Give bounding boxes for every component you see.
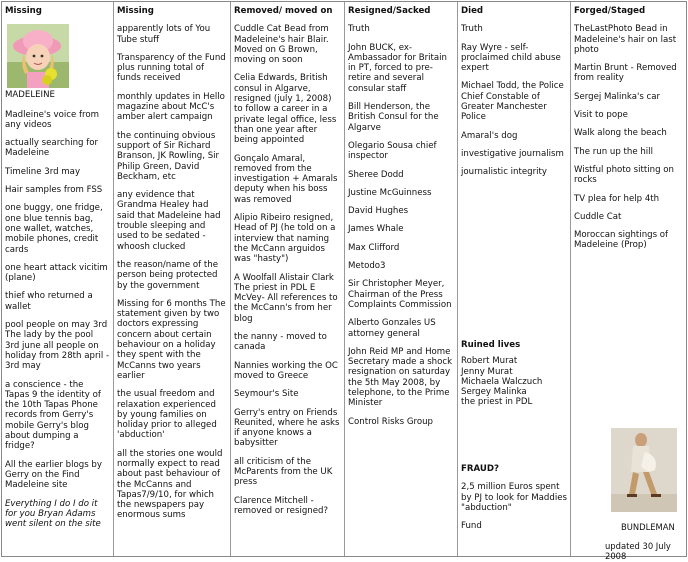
column-header: Resigned/Sacked — [348, 6, 431, 16]
column-header: Died — [461, 6, 484, 16]
ruined-lives-section — [461, 340, 567, 408]
list-item: Sir Christopher Meyer, Chairman of the Press Complaints Commission — [348, 279, 452, 310]
list-item-italic: Everything I do I do it for you Bryan Adams went silent on the site — [5, 498, 101, 530]
bundleman-photo — [611, 428, 677, 512]
column-forged — [571, 2, 686, 562]
list-item: one heart attack vicitim (plane) — [5, 262, 108, 284]
list-item: Michael Todd, the Police Chief Constable of Greater Manchester Police — [461, 81, 564, 123]
list-item: Sergej Malinka's car — [574, 91, 661, 102]
list-item: Wistful photo sitting on rocks — [574, 164, 674, 186]
list-item: Fund — [461, 521, 482, 532]
removed-list — [234, 24, 341, 516]
list-item: investigative journalism — [461, 148, 564, 159]
list-item: Seymour's Site — [234, 389, 299, 400]
list-item: monthly updates in Hello magazine about McC's amber alert campaign — [117, 91, 225, 123]
list-item: the nanny - moved to canada — [234, 332, 327, 353]
list-item: Transparency of the Fund plus running total of funds received — [117, 52, 226, 84]
list-item: Justine McGuinness — [348, 187, 432, 198]
list-item: all criticism of the McParents from the UK press — [234, 456, 333, 488]
list-item: Clarence Mitchell - removed or resigned? — [234, 495, 329, 516]
column-header: Missing — [117, 6, 154, 16]
list-item: all the stories one would normally expect to read about past behaviour of the McCanns and Tapas7/9/10, for which the newspapers pay enormous sums — [117, 448, 223, 521]
list-item: Bill Henderson, the British Consul for the Algarve — [348, 102, 439, 133]
list-item: journalistic integrity — [461, 167, 547, 178]
list-item: Hair samples from FSS — [5, 185, 103, 196]
list-item: Visit to pope — [574, 110, 628, 121]
list-item: Gerry's entry on Friends Reunited, where he asks if anyone knows a babysitter — [234, 407, 340, 449]
list-item: the reason/name of the person being protected by the government — [117, 259, 219, 291]
madeleine-photo — [7, 24, 69, 88]
list-item: Jenny Murat — [461, 366, 513, 377]
list-item: Sergey Malinka — [461, 387, 527, 398]
list-item: Nannies working the OC moved to Greece — [234, 360, 338, 381]
column-header: Forged/Staged — [574, 6, 646, 16]
fraud-header: FRAUD? — [461, 464, 499, 474]
column-removed — [231, 2, 345, 556]
list-item: Max Clifford — [348, 242, 400, 253]
fraud-section — [461, 464, 567, 531]
updated-date: updated 30 July 2008 — [605, 541, 671, 562]
list-item: Cuddle Cat — [574, 211, 622, 222]
ruined-lives-header: Ruined lives — [461, 340, 521, 350]
list-item: Missing for 6 months The statement given by two doctors expressing concern about certain behaviour on a holiday they spent with the McCanns two years earlier — [117, 298, 226, 381]
missing-list-2 — [117, 24, 227, 520]
list-item: A Woolfall Alistair Clark The priest in PDL E McVey- All references to the McCann's from her blog — [234, 272, 338, 324]
list-item: Celia Edwards, British consul in Algarve, resigned (july 1, 2008) to follow a career in a private legal office, less than one year after being appointed — [234, 73, 337, 146]
column-missing-1 — [2, 2, 114, 556]
list-item: Olegario Sousa chief inspector — [348, 140, 437, 162]
list-item: Truth — [461, 24, 483, 35]
madeleine-caption: MADELEINE — [5, 90, 55, 101]
list-item: Amaral's dog — [461, 130, 518, 141]
list-item: Metodo3 — [348, 261, 386, 272]
list-item: Control Risks Group — [348, 416, 433, 427]
list-item: the continuing obvious support of Sir Richard Branson, JK Rowling, Sir Philip Green, David Beckham, etc — [117, 130, 220, 182]
missing-list-1 — [5, 110, 110, 530]
list-item: the usual freedom and relaxation experienced by young families on holiday prior to alleged 'abduction' — [117, 389, 217, 441]
bundleman-caption: BUNDLEMAN — [621, 522, 675, 532]
list-item: actually searching for Madeleine — [5, 138, 99, 159]
list-item: Michaela Walczuch — [461, 376, 543, 387]
list-item: David Hughes — [348, 206, 409, 217]
list-item: TV plea for help 4th — [574, 193, 660, 204]
list-item: Alberto Gonzales US attorney general — [348, 318, 436, 339]
list-item: All the earlier blogs by Gerry on the Find Madeleine site — [5, 459, 102, 491]
list-item: any evidence that Grandma Healey had said that Madeleine had trouble sleeping and used to be sedated - whoosh clucked — [117, 190, 221, 252]
table — [1, 1, 687, 562]
column-resigned — [345, 2, 458, 556]
list-item: Madleine's voice from any videos — [5, 109, 99, 130]
list-item: The run up the hill — [574, 146, 653, 157]
list-item: James Whale — [348, 224, 404, 235]
list-item: Walk along the beach — [574, 128, 667, 139]
list-item: one buggy, one fridge, one blue tennis bag, one wallet, watches, mobile phones, credit cards — [5, 203, 103, 255]
list-item: Gonçalo Amaral, removed from the investigation + Amarals deputy when his boss was removed — [234, 153, 338, 205]
list-item: John BUCK, ex-Ambassador for Britain in PT, forced to pre-retire and several consular staff — [348, 42, 448, 94]
list-item: pool people on may 3rd The lady by the pool 3rd june all people on holiday from 28th april - 3rd may — [5, 320, 110, 372]
list-item: TheLastPhoto Bead in Madeleine's hair on last photo — [574, 24, 677, 55]
list-item: thief who returned a wallet — [5, 291, 93, 312]
column-missing-2 — [114, 2, 231, 556]
list-item: Ray Wyre - self-proclaimed child abuse expert — [461, 42, 561, 74]
list-item: Timeline 3rd may — [5, 166, 81, 177]
list-item: Robert Murat — [461, 356, 518, 367]
forged-list — [574, 24, 683, 250]
list-item: apparently lots of You Tube stuff — [117, 24, 211, 45]
list-item: Sheree Dodd — [348, 169, 404, 180]
list-item: a conscience - the Tapas 9 the identity of the 10th Tapas Phone records from Gerry's mobile Gerry's blog about dumping a fridge? — [5, 379, 101, 452]
column-died — [458, 2, 571, 556]
resigned-list — [348, 24, 454, 427]
list-item: John Reid MP and Home Secretary made a shock resignation on saturday the 5th May 2008, by telephone, to the Prime Minister — [348, 346, 453, 409]
died-list — [461, 24, 567, 177]
list-item: Moroccan sightings of Madeleine (Prop) — [574, 230, 669, 251]
list-item: Alipio Ribeiro resigned, Head of PJ (he told on a interview that naming the McCann arguidos was "hasty") — [234, 213, 336, 265]
list-item: Truth — [348, 24, 370, 35]
list-item: Cuddle Cat Bead from Madeleine's hair Blair. Moved on G Brown, moving on soon — [234, 24, 329, 66]
column-header: Removed/ moved on — [234, 6, 333, 16]
list-item: 2,5 million Euros spent by PJ to look for Maddies "abduction" — [461, 482, 567, 513]
column-header: Missing — [5, 6, 42, 16]
list-item: the priest in PDL — [461, 397, 533, 408]
list-item: Martin Brunt - Removed from reality — [574, 63, 677, 84]
